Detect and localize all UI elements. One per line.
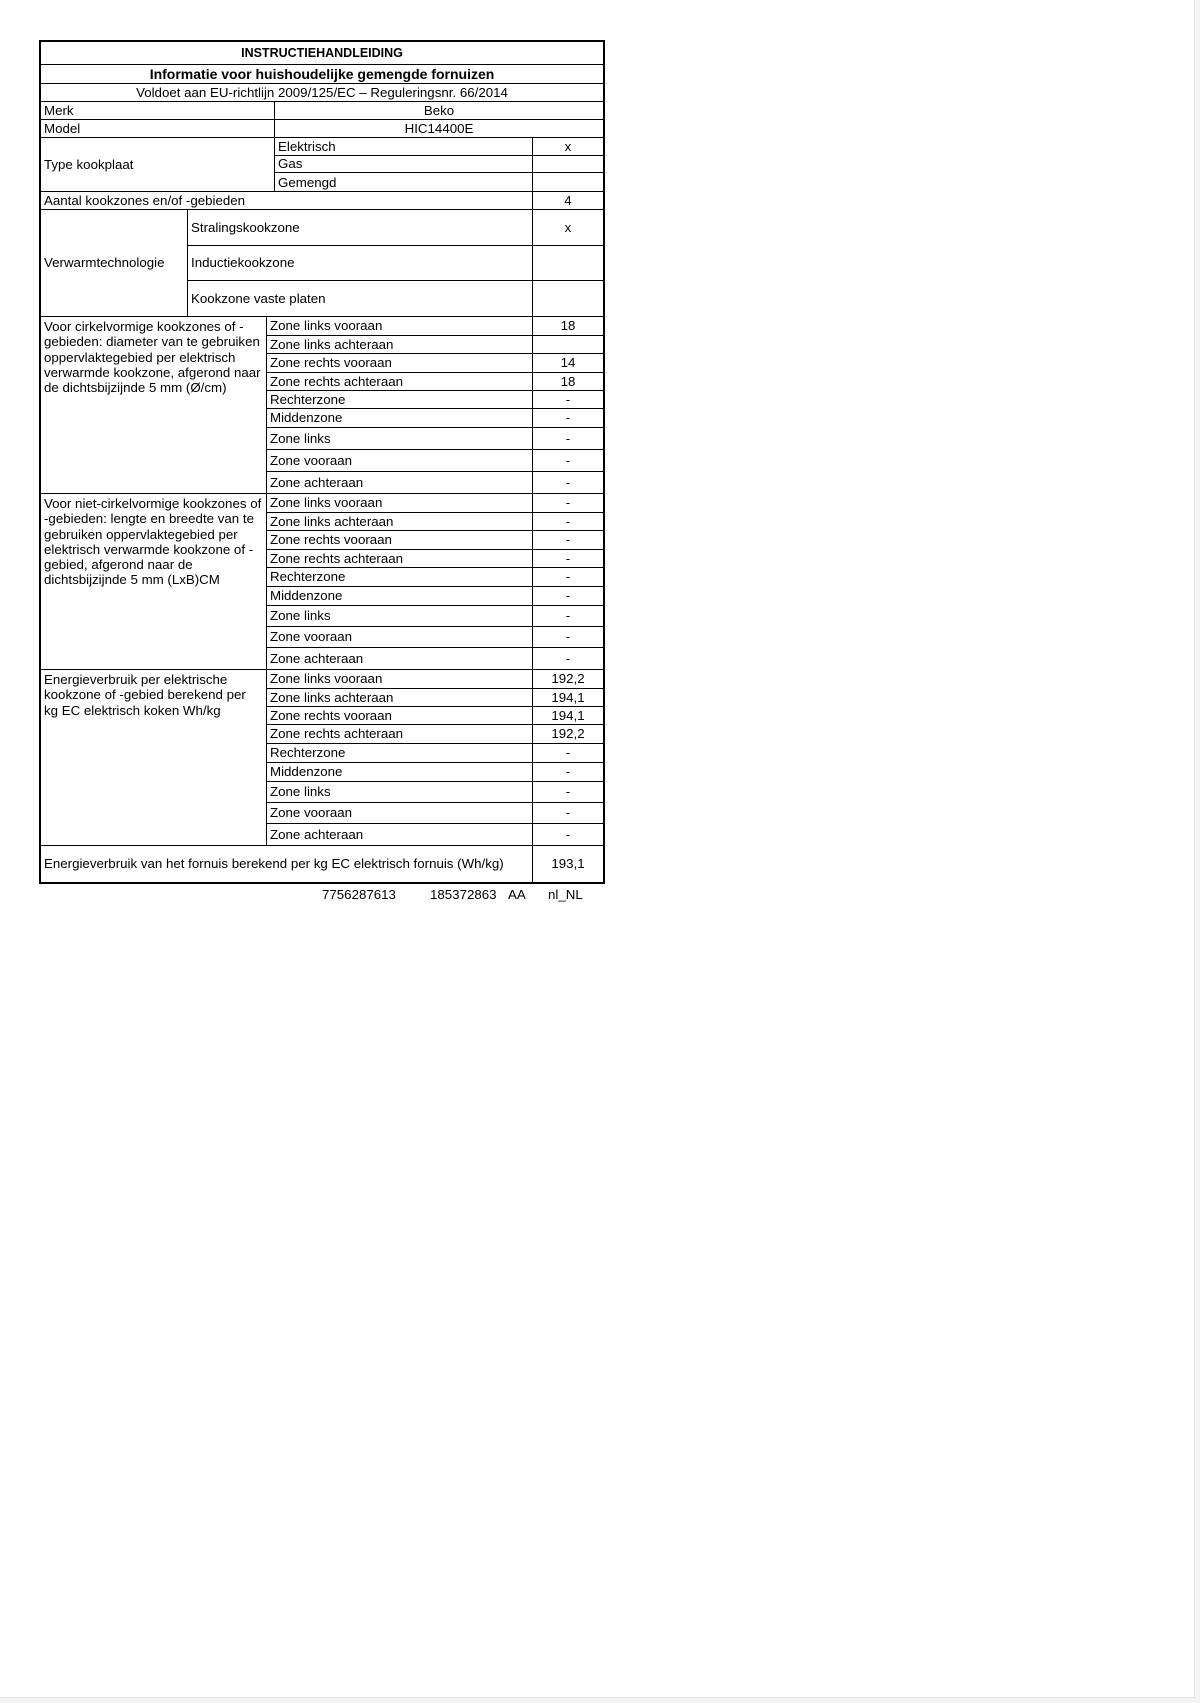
heating-option-label: Stralingskookzone (188, 210, 533, 245)
heating-option-value (533, 281, 603, 316)
zone-value: - (565, 650, 571, 666)
model-value: HIC14400E (404, 120, 474, 136)
compliance-text: Voldoet aan EU-richtlijn 2009/125/EC – Reguleringsnr. 66/2014 (136, 84, 508, 100)
hob-type-option-label: Gemengd (275, 173, 533, 191)
zone-name: Zone links vooraan (267, 317, 533, 335)
hob-type-option-label: Elektrisch (275, 138, 533, 155)
zone-row (267, 763, 603, 782)
zone-value: - (565, 784, 571, 800)
zone-row (267, 568, 603, 587)
document-subtitle: Informatie voor huishoudelijke gemengde fornuizen (149, 65, 495, 82)
zone-value: - (565, 608, 571, 624)
noncircular-zones-list (267, 494, 603, 669)
hob-type-label: Type kookplaat (41, 138, 275, 191)
energy-per-zone-label: Energieverbruik per elektrische kookzone of -gebied berekend per kg EC elektrisch koken Wh/kg (41, 670, 267, 845)
heating-option-value: x (564, 219, 572, 235)
zone-name: Zone links (267, 782, 533, 802)
zone-name: Zone rechts achteraan (267, 725, 533, 743)
zone-name: Zone links achteraan (267, 689, 533, 706)
zone-value: - (565, 452, 571, 468)
heating-option-label: Kookzone vaste platen (188, 281, 533, 316)
zone-row (267, 317, 603, 336)
zone-row (267, 450, 603, 472)
zone-name: Zone vooraan (267, 803, 533, 823)
footer-code-2: 185372863 (430, 887, 497, 902)
zone-value: - (565, 550, 571, 566)
footer-code-1: 7756287613 (322, 887, 396, 902)
zones-count-row (41, 192, 603, 210)
zone-value: - (565, 569, 571, 585)
zone-value: - (565, 629, 571, 645)
heating-option (188, 246, 603, 282)
heating-option (188, 210, 603, 246)
zone-value: 18 (560, 373, 576, 389)
energy-total-label: Energieverbruik van het fornuis berekend per kg EC elektrisch fornuis (Wh/kg) (41, 846, 533, 882)
hob-type-option (275, 156, 603, 174)
noncircular-zones-label: Voor niet-cirkelvormige kookzones of -gebieden: lengte en breedte van te gebruiken oppervlaktegebied per elektrisch verwarmde kookzone of -gebied, afgerond naar de dichtsbijzijnde 5 mm (LxB)CM (41, 494, 267, 669)
zone-row (267, 689, 603, 707)
hob-type-option-value: x (564, 138, 572, 154)
compliance-row (41, 84, 603, 102)
zone-name: Zone links vooraan (267, 670, 533, 688)
hob-type-option-value (533, 156, 603, 173)
energy-total-value: 193,1 (551, 856, 585, 872)
zone-name: Zone links achteraan (267, 513, 533, 530)
energy-per-zone-list (267, 670, 603, 845)
zone-name: Middenzone (267, 587, 533, 605)
zone-value: - (565, 513, 571, 529)
zone-value: - (565, 391, 571, 407)
zone-row (267, 803, 603, 824)
zone-row (267, 428, 603, 450)
zone-row (267, 494, 603, 513)
hob-type-options (275, 138, 603, 191)
zone-row (267, 531, 603, 550)
zone-name: Zone achteraan (267, 824, 533, 845)
zone-value: 192,2 (551, 726, 585, 742)
zone-name: Zone links achteraan (267, 336, 533, 353)
zone-row (267, 725, 603, 744)
zone-row (267, 391, 603, 409)
zone-name: Zone links (267, 428, 533, 449)
subtitle-row (41, 65, 603, 84)
zone-name: Rechterzone (267, 391, 533, 408)
zone-name: Zone links vooraan (267, 494, 533, 512)
model-row (41, 120, 603, 138)
zones-count-value: 4 (564, 192, 572, 208)
zone-name: Rechterzone (267, 744, 533, 762)
product-fiche-table (39, 40, 605, 884)
circular-zones-label: Voor cirkelvormige kookzones of -gebieden: diameter van te gebruiken oppervlaktegebied per elektrisch verwarmde kookzone, afgerond naar de dichtsbijzijnde 5 mm (Ø/cm) (41, 317, 267, 493)
hob-type-row (41, 138, 603, 192)
zone-name: Zone rechts vooraan (267, 354, 533, 372)
zone-value: - (565, 826, 571, 842)
zone-row (267, 354, 603, 373)
zone-value: - (565, 495, 571, 511)
heating-option-label: Inductiekookzone (188, 246, 533, 281)
zone-row (267, 550, 603, 568)
zone-name: Zone rechts achteraan (267, 550, 533, 567)
heating-technology-row (41, 210, 603, 317)
zones-count-label: Aantal kookzones en/of -gebieden (41, 192, 533, 209)
zone-name: Middenzone (267, 763, 533, 781)
zone-row (267, 587, 603, 606)
hob-type-option (275, 173, 603, 191)
zone-value: - (565, 745, 571, 761)
zone-name: Zone links (267, 606, 533, 626)
zone-value: 194,1 (551, 689, 585, 705)
zone-value: 14 (560, 355, 576, 371)
zone-name: Zone rechts achteraan (267, 373, 533, 390)
zone-row (267, 782, 603, 803)
energy-total-row (41, 846, 603, 882)
zone-value: - (565, 474, 571, 490)
heating-option (188, 281, 603, 316)
zone-row (267, 648, 603, 669)
heating-technology-label: Verwarmtechnologie (41, 210, 188, 316)
hob-type-option-value (533, 173, 603, 191)
zone-name: Middenzone (267, 409, 533, 427)
zone-value (533, 336, 603, 353)
model-label: Model (41, 120, 275, 137)
zone-value: - (565, 588, 571, 604)
footer-revision: AA (508, 887, 526, 902)
zone-value: - (565, 532, 571, 548)
zone-name: Zone achteraan (267, 472, 533, 493)
zone-name: Zone rechts vooraan (267, 531, 533, 549)
zone-row (267, 670, 603, 689)
zone-value: - (565, 430, 571, 446)
zone-row (267, 744, 603, 763)
heating-technology-options (188, 210, 603, 316)
brand-label: Merk (41, 102, 275, 119)
brand-value: Beko (423, 102, 455, 118)
zone-name: Zone vooraan (267, 450, 533, 471)
zone-name: Zone vooraan (267, 627, 533, 647)
zone-row (267, 513, 603, 531)
zone-value: 18 (560, 318, 576, 334)
zone-row (267, 472, 603, 493)
zone-row (267, 606, 603, 627)
zone-name: Rechterzone (267, 568, 533, 586)
hob-type-option-label: Gas (275, 156, 533, 173)
zone-value: - (565, 410, 571, 426)
document-title: INSTRUCTIEHANDLEIDING (241, 45, 403, 60)
zone-value: - (565, 764, 571, 780)
zone-row (267, 707, 603, 725)
hob-type-option (275, 138, 603, 156)
heating-option-value (533, 246, 603, 281)
energy-per-zone-section (41, 670, 603, 846)
noncircular-zones-section (41, 494, 603, 670)
footer-locale: nl_NL (548, 887, 583, 902)
zone-row (267, 627, 603, 648)
zone-value: 192,2 (551, 671, 585, 687)
zone-name: Zone rechts vooraan (267, 707, 533, 724)
zone-row (267, 824, 603, 845)
zone-row (267, 373, 603, 391)
zone-row (267, 336, 603, 354)
circular-zones-section (41, 317, 603, 494)
title-row (41, 42, 603, 65)
zone-row (267, 409, 603, 428)
brand-row (41, 102, 603, 120)
circular-zones-list (267, 317, 603, 493)
zone-value: - (565, 805, 571, 821)
zone-name: Zone achteraan (267, 648, 533, 669)
zone-value: 194,1 (551, 707, 585, 723)
